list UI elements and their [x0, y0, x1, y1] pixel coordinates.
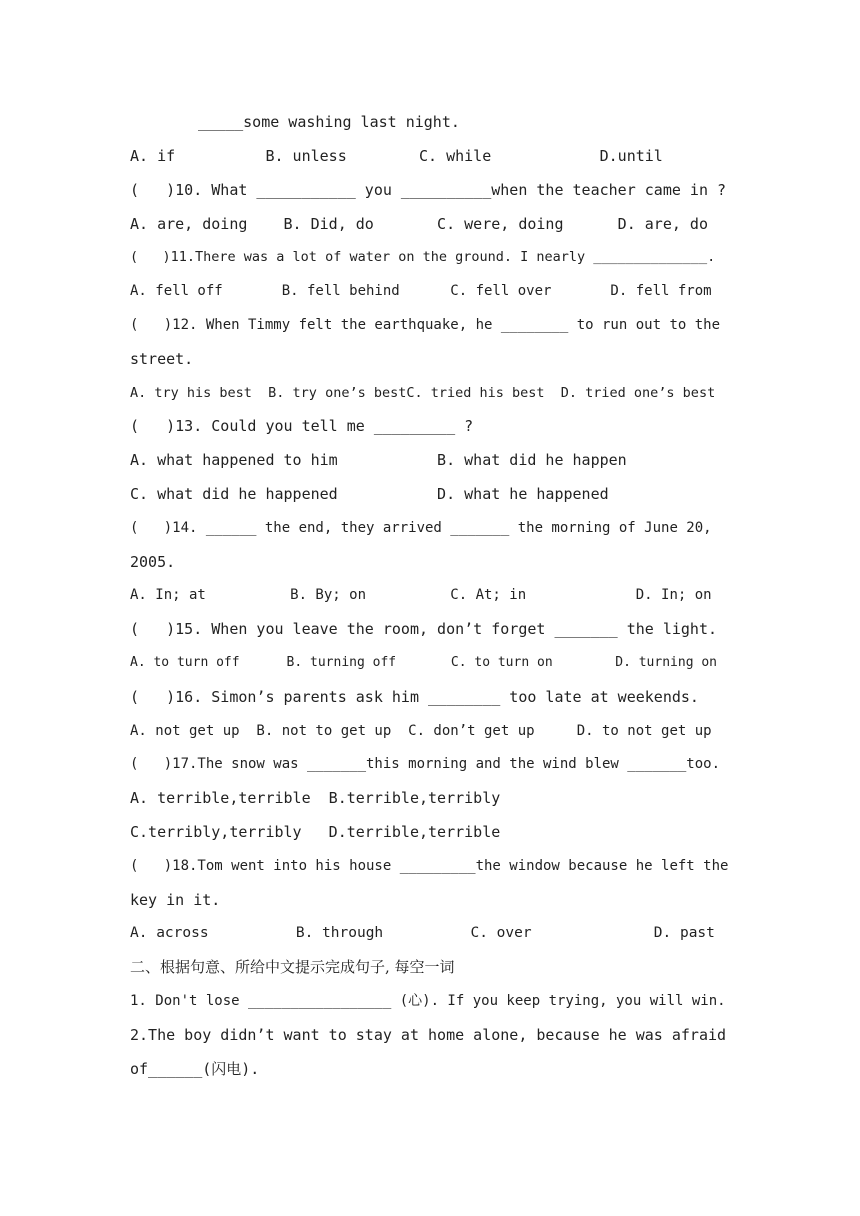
fill-in-1: 1. Don't lose _________________ (心). If you keep trying, you will win.	[130, 993, 726, 1009]
question-9-continuation: _____some washing last night.	[198, 113, 460, 131]
question-9-options: A. if B. unless C. while D.until	[130, 147, 663, 165]
question-13-options-ab: A. what happened to him B. what did he happen	[130, 451, 627, 469]
question-18-continuation: key in it.	[130, 891, 221, 909]
fill-in-2-continuation: of______(闪电).	[130, 1060, 260, 1078]
question-16: ( )16. Simon’s parents ask him ________ too late at weekends.	[130, 688, 699, 706]
section-two-title: 二、根据句意、所给中文提示完成句子, 每空一词	[130, 958, 455, 976]
question-12-continuation: street.	[130, 350, 194, 368]
question-14-continuation: 2005.	[130, 553, 176, 571]
question-17-options-ab: A. terrible,terrible B.terrible,terribly	[130, 789, 501, 807]
question-18: ( )18.Tom went into his house _________the window because he left the	[130, 858, 729, 874]
question-14: ( )14. ______ the end, they arrived _______ the morning of June 20,	[130, 520, 712, 536]
question-15-options: A. to turn off B. turning off C. to turn on D. turning on	[130, 655, 717, 670]
fill-in-2: 2.The boy didn’t want to stay at home alone, because he was afraid	[130, 1026, 727, 1044]
question-13-options-cd: C. what did he happened D. what he happened	[130, 485, 609, 503]
question-12: ( )12. When Timmy felt the earthquake, he ________ to run out to the	[130, 317, 721, 333]
question-16-options: A. not get up B. not to get up C. don’t get up D. to not get up	[130, 723, 712, 739]
question-15: ( )15. When you leave the room, don’t forget _______ the light.	[130, 620, 717, 638]
question-17-options-cd: C.terribly,terribly D.terrible,terrible	[130, 823, 501, 841]
question-10-options: A. are, doing B. Did, do C. were, doing D. are, do	[130, 215, 708, 233]
question-12-options: A. try his best B. try one’s bestC. tried his best D. tried one’s best	[130, 385, 716, 401]
question-11: ( )11.There was a lot of water on the ground. I nearly ______________.	[130, 249, 716, 265]
question-14-options: A. In; at B. By; on C. At; in D. In; on	[130, 587, 712, 603]
question-17: ( )17.The snow was _______this morning and the wind blew _______too.	[130, 756, 721, 772]
question-10: ( )10. What ___________ you __________when the teacher came in ?	[130, 181, 727, 199]
question-18-options: A. across B. through C. over D. past	[130, 925, 715, 941]
question-13: ( )13. Could you tell me _________ ?	[130, 417, 474, 435]
question-11-options: A. fell off B. fell behind C. fell over D. fell from	[130, 283, 712, 299]
